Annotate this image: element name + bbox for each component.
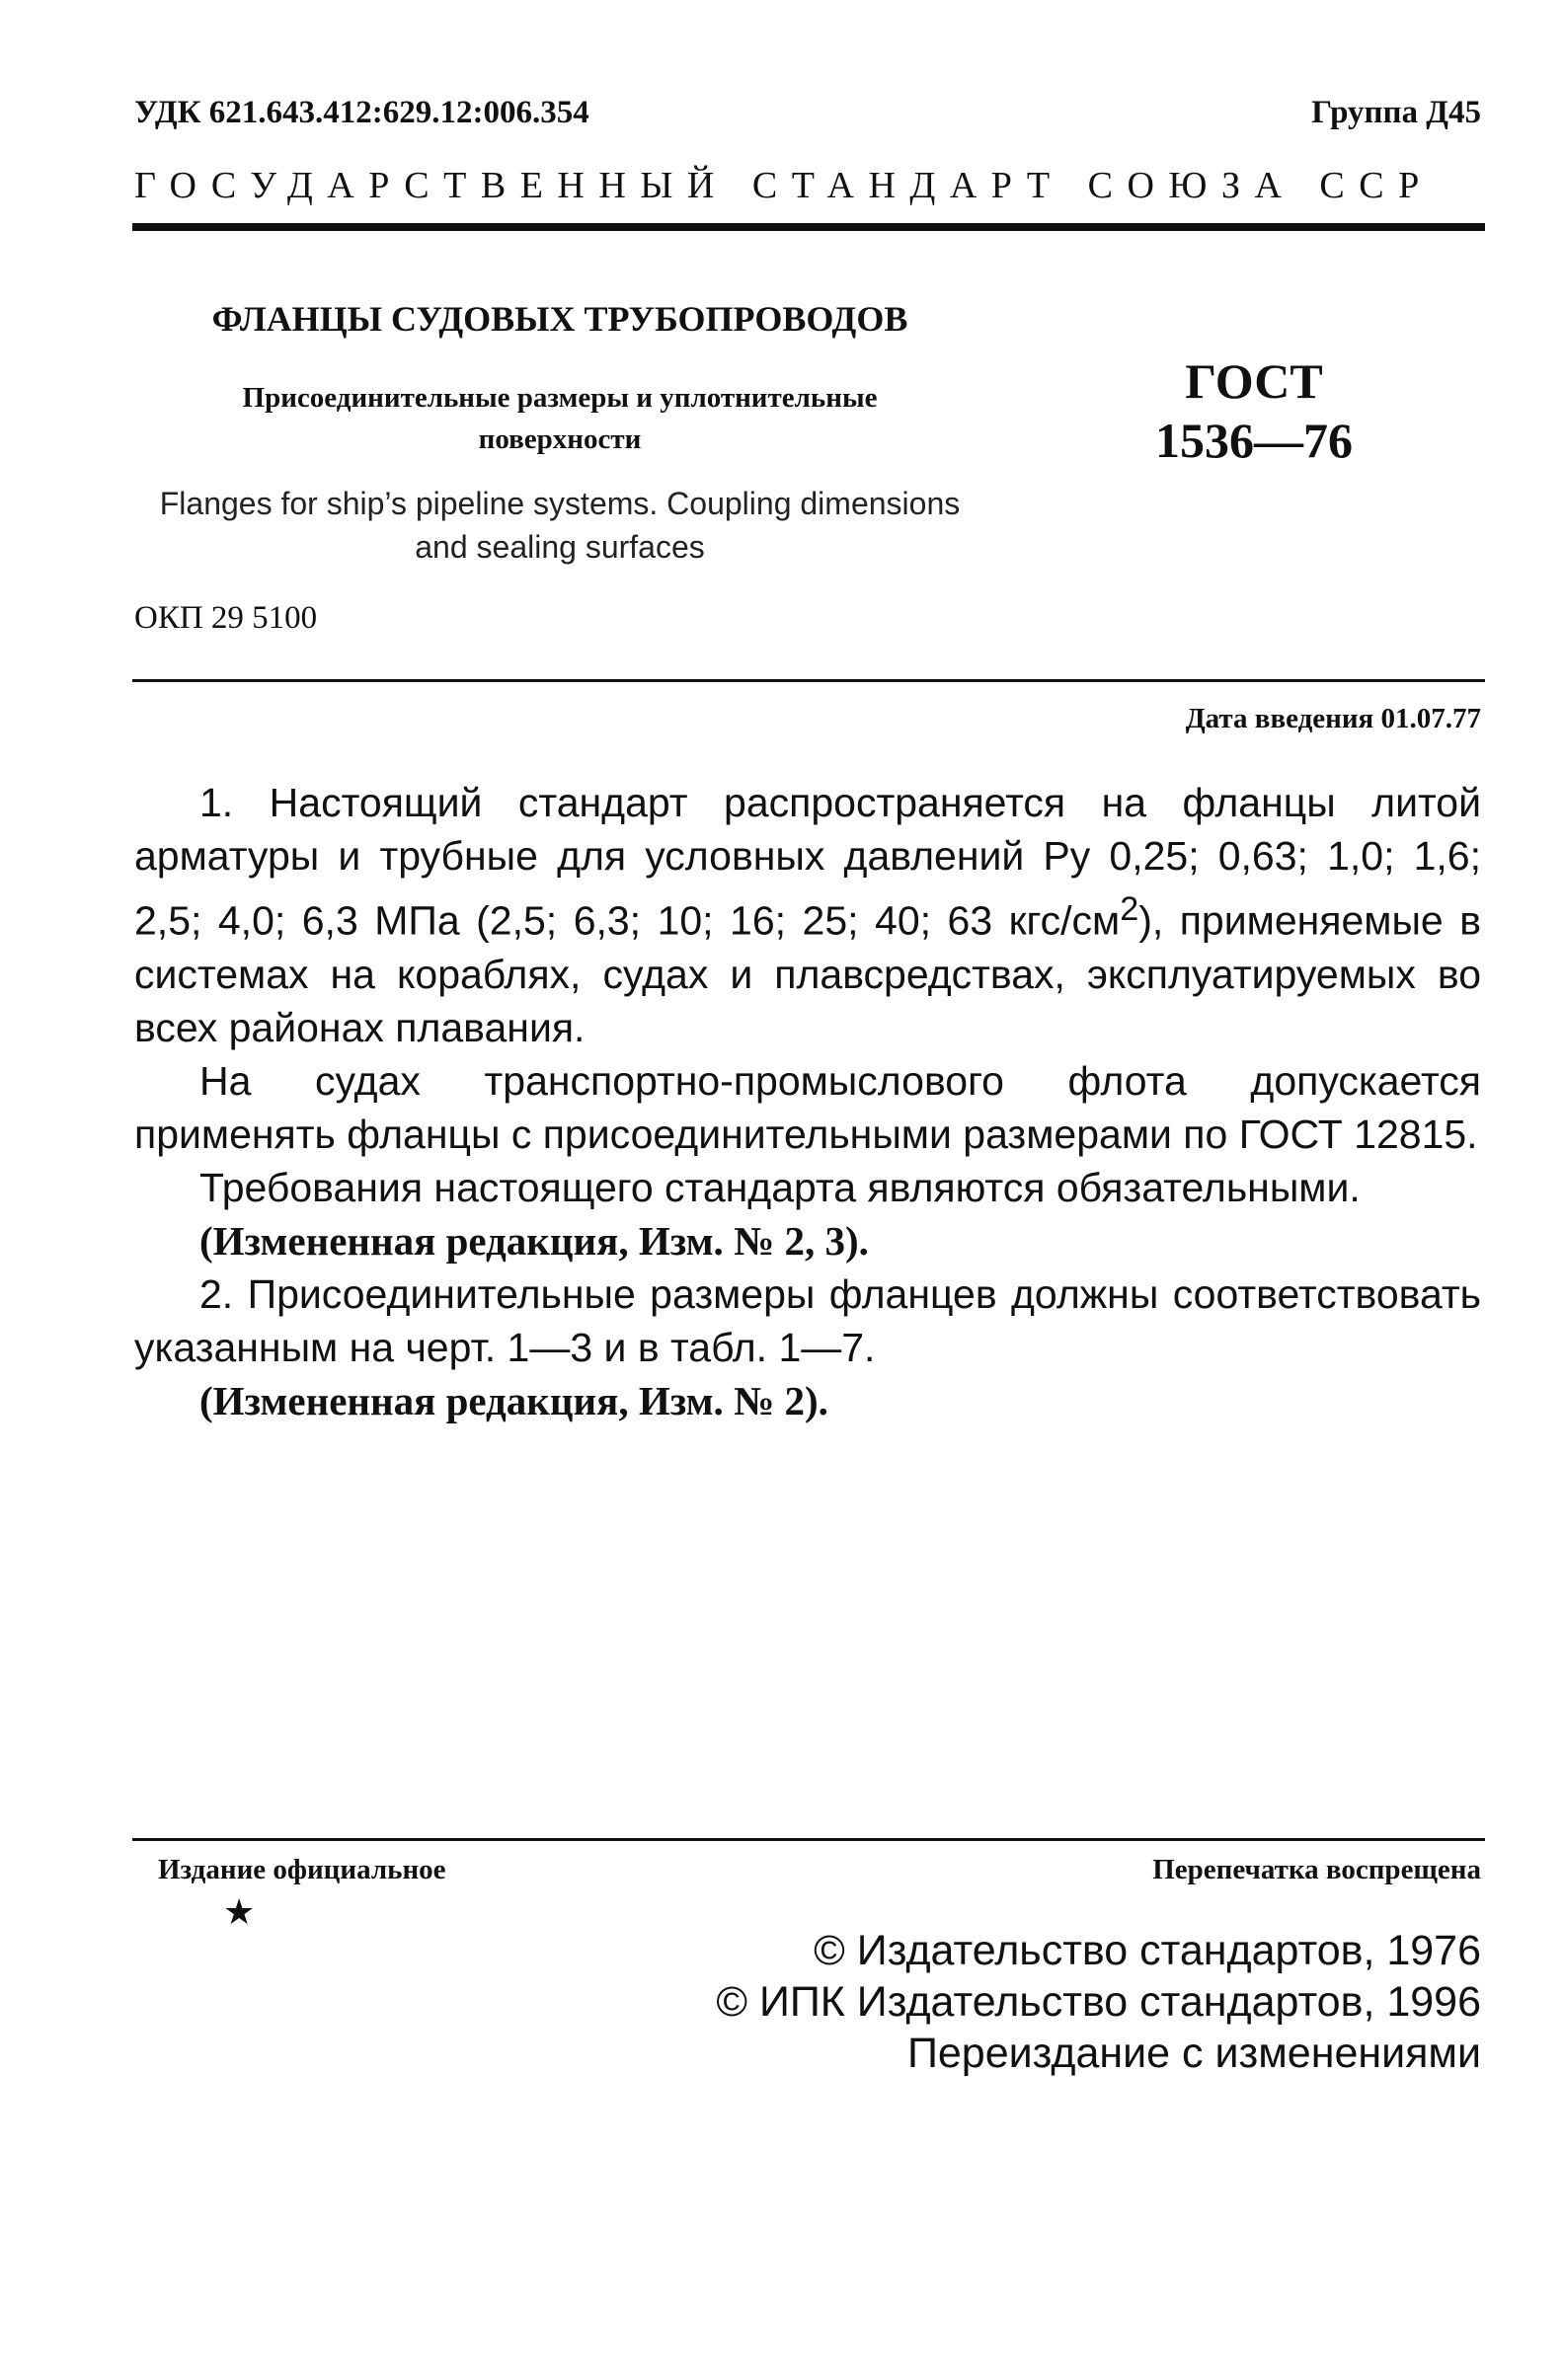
- paragraph-1-text-b: ), применяемые в системах на кораблях, судах и плавсредствах, эксплуатируемых во всех районах плавания.: [134, 897, 1481, 1050]
- document-body: [134, 776, 1481, 1427]
- gost-label: ГОСТ: [1185, 353, 1323, 409]
- english-title-line-1: Flanges for ship’s pipeline systems. Coupling dimensions: [159, 486, 961, 521]
- official-edition-label: Издание официальное: [158, 1854, 446, 1885]
- copyright-line-2: © ИПК Издательство стандартов, 1996: [716, 1978, 1481, 2026]
- footer-divider: [132, 1838, 1485, 1841]
- state-standard-banner: ГОСУДАРСТВЕННЫЙ СТАНДАРТ СОЮЗА ССР: [134, 165, 1434, 206]
- reissue-note: Переиздание с изменениями: [906, 2030, 1481, 2077]
- copyright-line-1: © Издательство стандартов, 1976: [814, 1927, 1481, 1974]
- star-icon: ★: [223, 1892, 256, 1932]
- english-title-line-2: and sealing surfaces: [415, 529, 705, 565]
- okp-code: ОКП 29 5100: [134, 600, 318, 636]
- gost-designation: [1126, 351, 1382, 470]
- title-divider: [132, 679, 1485, 682]
- paragraph-2: На судах транспортно-промыслового флота допускается применять фланцы с присоединительными размерами по ГОСТ 12815.: [134, 1057, 1481, 1157]
- superscript: 2: [1120, 890, 1139, 928]
- amendment-note-2: (Измененная редакция, Изм. № 2).: [199, 1377, 828, 1423]
- english-title: [134, 482, 985, 569]
- paragraph-1: [134, 776, 1481, 1054]
- amendment-note-1: (Измененная редакция, Изм. № 2, 3).: [199, 1217, 869, 1264]
- subtitle-line-1: Присоединительные размеры и уплотнительные: [242, 382, 878, 414]
- gost-number: 1536—76: [1155, 413, 1353, 468]
- introduction-date: Дата введения 01.07.77: [1185, 703, 1481, 734]
- paragraph-1-text-a: 1. Настоящий стандарт распространяется на фланцы литой арматуры и трубные для условных давлений Ру 0,25; 0,63; 1,0; 1,6; 2,5; 4,0; 6,3 МПа (2,5; 6,3; 10; 16; 25; 40; 63 кгс/см: [134, 780, 1481, 944]
- document-title: ФЛАНЦЫ СУДОВЫХ ТРУБОПРОВОДОВ: [211, 299, 908, 339]
- paragraph-4: 2. Присоединительные размеры фланцев должны соответствовать указанным на черт. 1—3 и в табл. 1—7.: [134, 1270, 1481, 1370]
- paragraph-3: Требования настоящего стандарта являются обязательными.: [199, 1164, 1361, 1210]
- document-subtitle: [134, 377, 985, 460]
- subtitle-line-2: поверхности: [478, 423, 642, 455]
- udk-code: УДК 621.643.412:629.12:006.354: [134, 95, 589, 130]
- copyright-block: [716, 1925, 1481, 2079]
- header-divider: [132, 223, 1485, 231]
- group-code: Группа Д45: [1311, 95, 1481, 130]
- reprint-prohibited-label: Перепечатка воспрещена: [1152, 1854, 1481, 1885]
